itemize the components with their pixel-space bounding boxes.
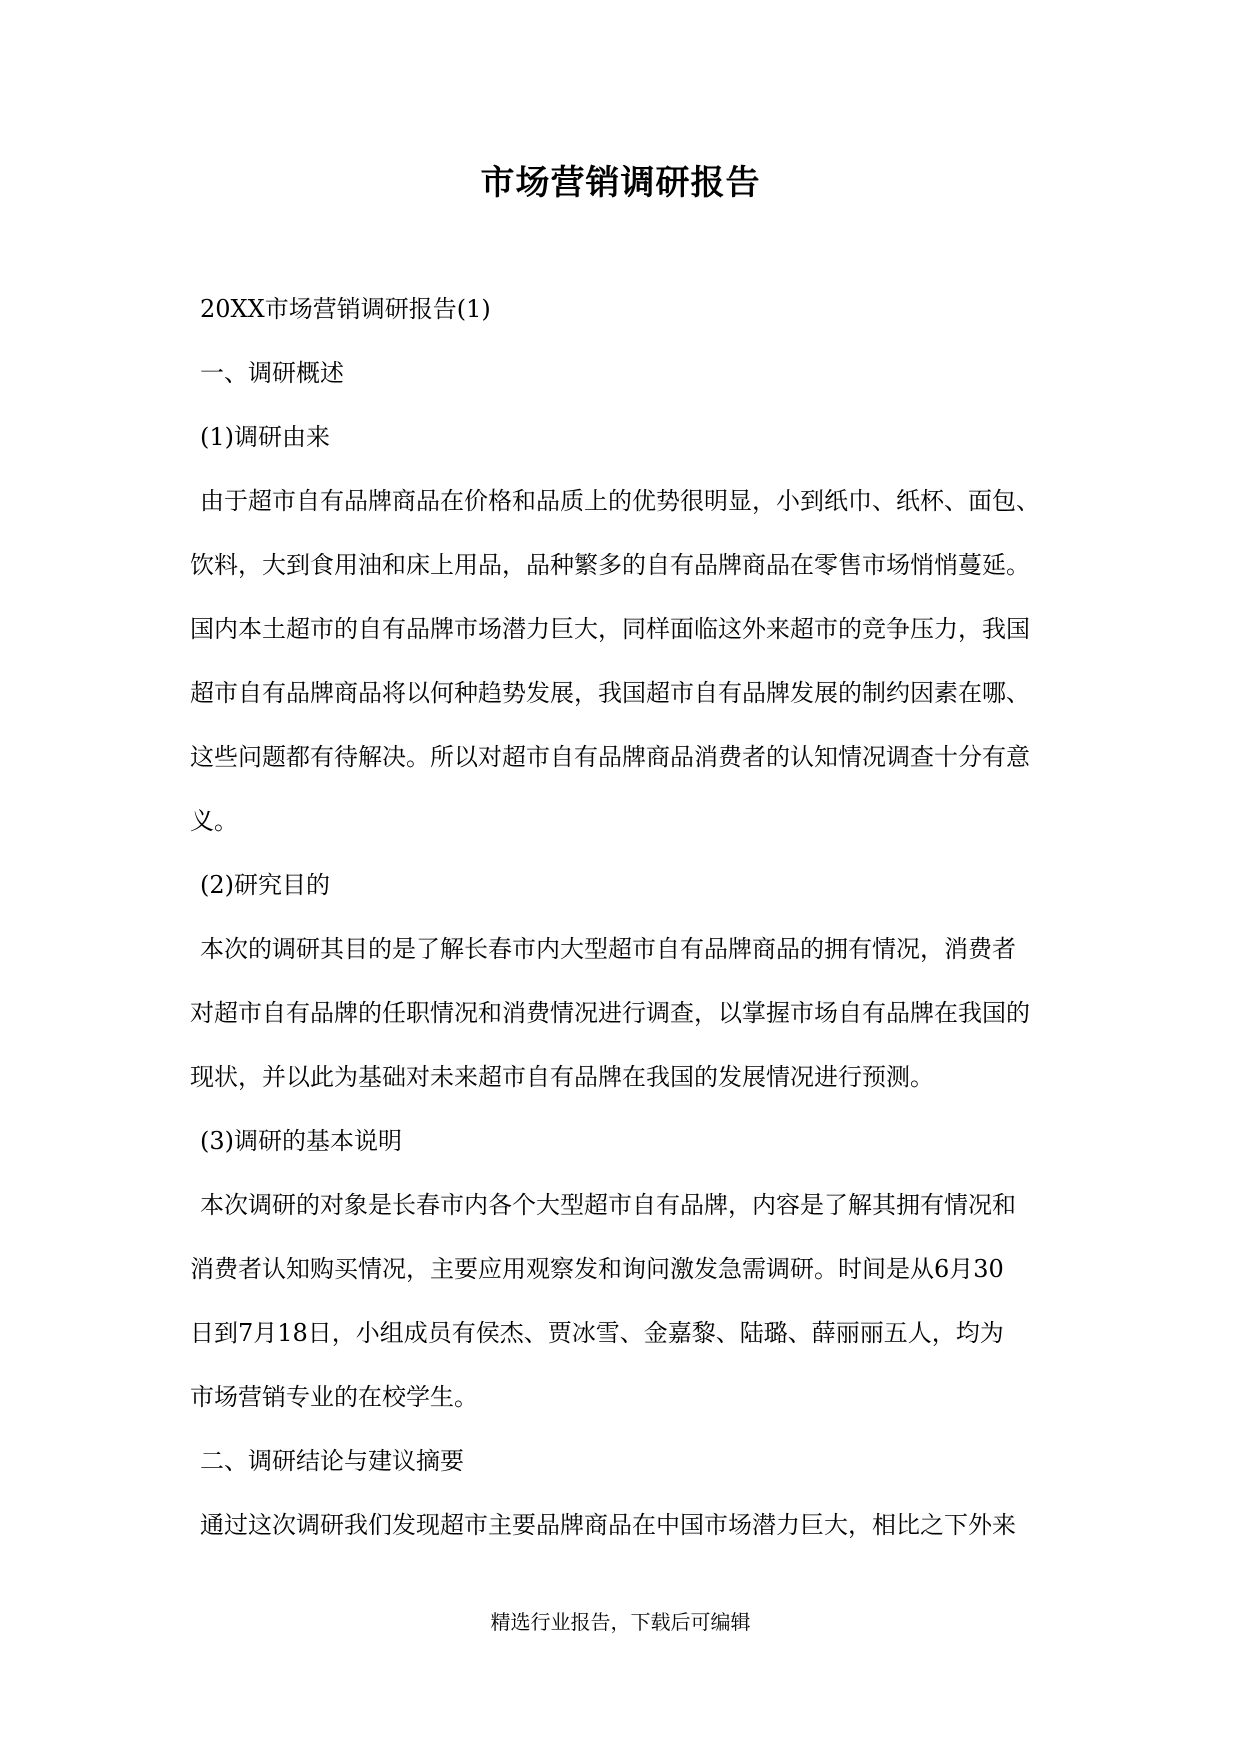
report-subtitle: 20XX市场营销调研报告(1) (200, 295, 491, 323)
paragraph-line: 饮料，大到食用油和床上用品，品种繁多的自有品牌商品在零售市场悄悄蔓延。 (190, 551, 1030, 579)
subsection-heading: (1)调研由来 (200, 423, 330, 451)
paragraph-line: 义。 (190, 807, 238, 835)
subsection-heading: (3)调研的基本说明 (200, 1127, 402, 1155)
page-footer: 精选行业报告，下载后可编辑 (490, 1610, 751, 1634)
paragraph-line: 现状，并以此为基础对未来超市自有品牌在我国的发展情况进行预测。 (190, 1063, 934, 1091)
paragraph-line: 国内本土超市的自有品牌市场潜力巨大，同样面临这外来超市的竞争压力，我国 (190, 615, 1030, 643)
paragraph-line: 市场营销专业的在校学生。 (190, 1383, 478, 1411)
paragraph-line: 这些问题都有待解决。所以对超市自有品牌商品消费者的认知情况调查十分有意 (190, 743, 1030, 771)
document-body (190, 294, 1058, 1574)
paragraph-line: 本次的调研其目的是了解长春市内大型超市自有品牌商品的拥有情况，消费者 (200, 935, 1016, 963)
section-heading: 一、调研概述 (200, 359, 344, 387)
paragraph-line: 超市自有品牌商品将以何种趋势发展，我国超市自有品牌发展的制约因素在哪、 (190, 679, 1030, 707)
document-title: 市场营销调研报告 (480, 163, 761, 203)
paragraph-line: 由于超市自有品牌商品在价格和品质上的优势很明显，小到纸巾、纸杯、面包、 (200, 487, 1040, 515)
section-heading: 二、调研结论与建议摘要 (200, 1447, 464, 1475)
paragraph-line: 本次调研的对象是长春市内各个大型超市自有品牌，内容是了解其拥有情况和 (200, 1191, 1016, 1219)
paragraph-line: 日到7月18日，小组成员有侯杰、贾冰雪、金嘉黎、陆璐、薛丽丽五人，均为 (190, 1319, 1004, 1347)
paragraph-line: 消费者认知购买情况，主要应用观察发和询问激发急需调研。时间是从6月30 (190, 1255, 1004, 1283)
paragraph-line: 通过这次调研我们发现超市主要品牌商品在中国市场潜力巨大，相比之下外来 (200, 1511, 1016, 1539)
subsection-heading: (2)研究目的 (200, 871, 330, 899)
paragraph-line: 对超市自有品牌的任职情况和消费情况进行调查，以掌握市场自有品牌在我国的 (190, 999, 1030, 1027)
